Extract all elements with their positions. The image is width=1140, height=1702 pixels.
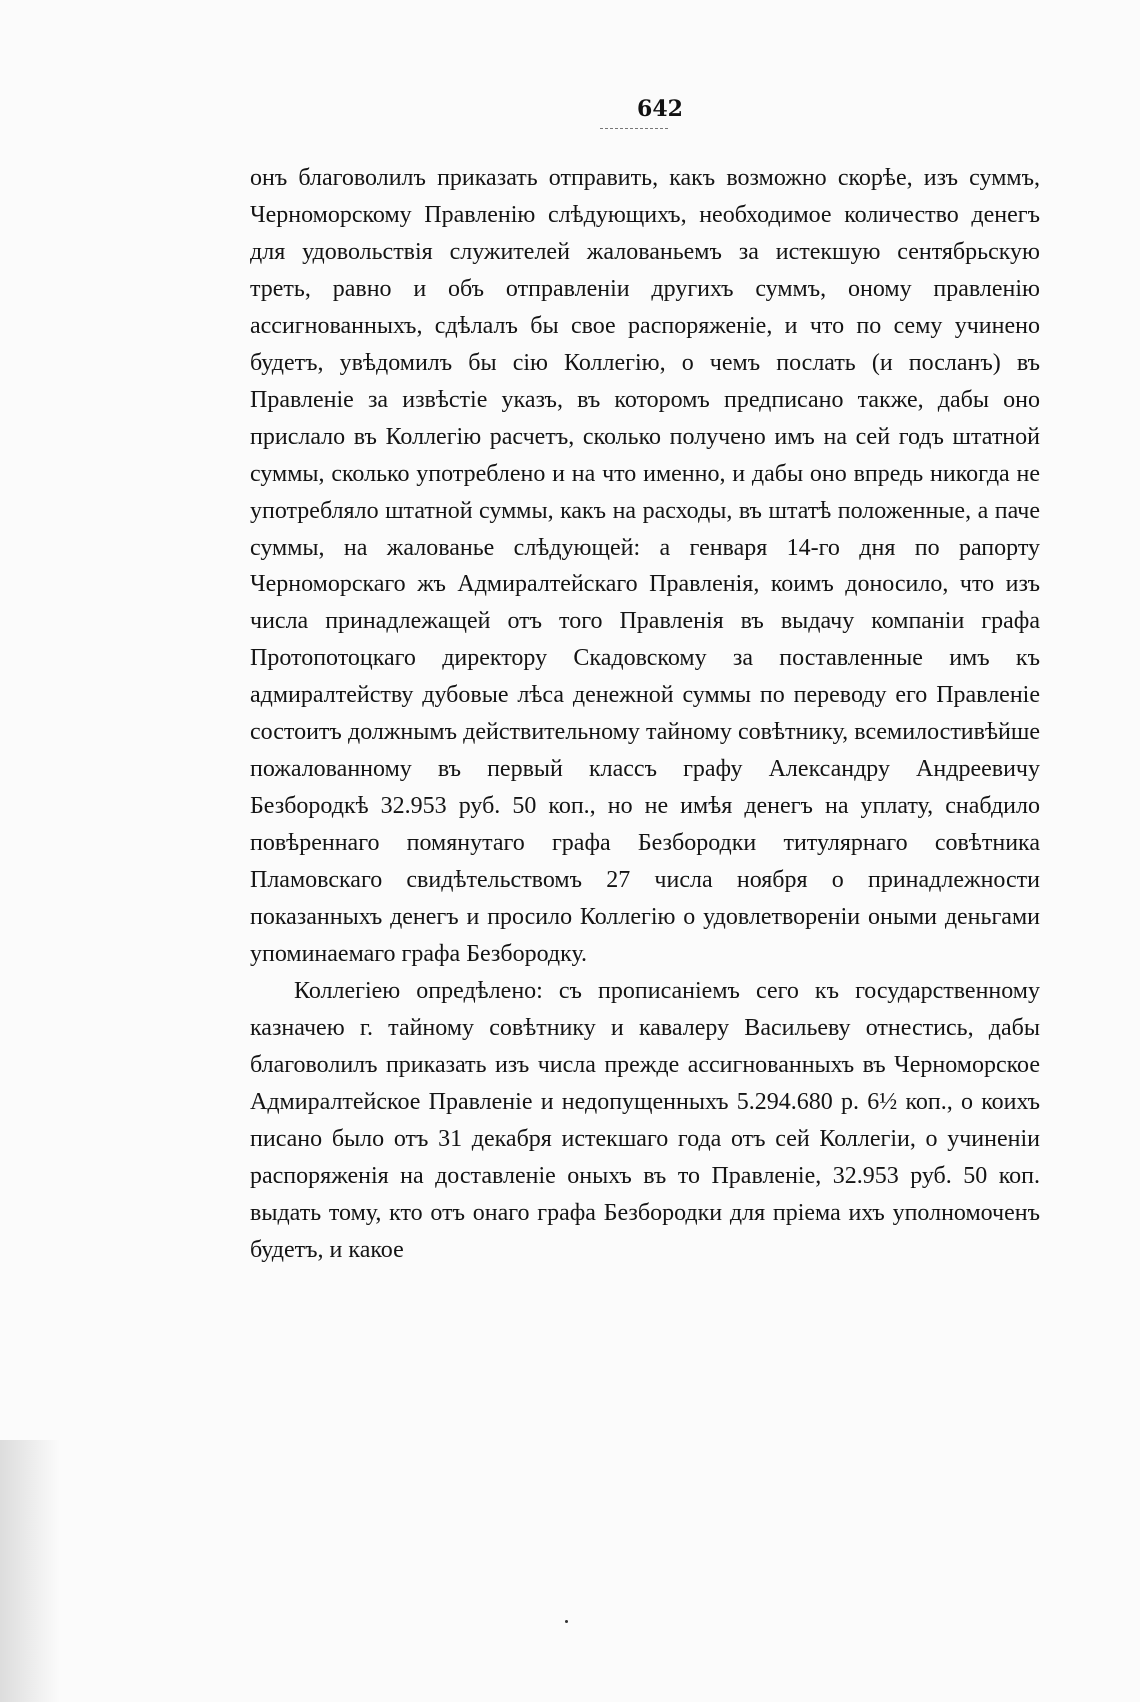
page-edge-shadow <box>0 1440 60 1702</box>
page-number-rule <box>600 128 668 129</box>
print-speck <box>565 1620 568 1623</box>
body-text <box>250 160 1040 1269</box>
paragraph-1: онъ благоволилъ приказать отправить, какъ возможно скорѣе, изъ суммъ, Черноморскому Правленію слѣдующихъ, необходимое количество денегъ для удовольствія служителей жалованьемъ за истекшую сентябрьскую треть, равно и объ отправленіи другихъ суммъ, оному правленію ассигнованныхъ, сдѣлалъ бы свое распоряженіе, и что по сему учинено будетъ, увѣдомилъ бы сію Коллегію, о чемъ послать (и посланъ) въ Правленіе за извѣстіе указъ, въ которомъ предписано также, дабы оно прислало въ Коллегію расчетъ, сколько получено имъ на сей годъ штатной суммы, сколько употреблено и на что именно, и дабы оно впредь никогда не употребляло штатной суммы, какъ на расходы, въ штатѣ положенные, а паче суммы, на жалованье слѣдующей: а генваря 14-го дня по рапорту Черноморскаго жъ Адмиралтейскаго Правленія, коимъ доносило, что изъ числа принадлежащей отъ того Правленія въ выдачу компаніи графа Протопотоцкаго директору Скадовскому за поставленные имъ къ адмиралтейству дубовые лѣса денежной суммы по переводу его Правленіе состоитъ должнымъ действительному тайному совѣтнику, всемилостивѣйше пожалованному въ первый классъ графу Александру Андреевичу Безбородкѣ 32.953 руб. 50 коп., но не имѣя денегъ на уплату, снабдило повѣреннаго помянутаго графа Безбородки титулярнаго совѣтника Пламовскаго свидѣтельствомъ 27 числа ноября о принадлежности показанныхъ денегъ и просило Коллегію о удовлетвореніи оными деньгами упоминаемаго графа Безбородку. <box>250 165 1040 968</box>
paragraph-2: Коллегіею опредѣлено: съ прописаніемъ сего къ государственному казначею г. тайному совѣтнику и кавалеру Васильеву отнестись, дабы благоволилъ приказать изъ числа прежде ассигнованныхъ въ Черноморское Адмиралтейское Правленіе и недопущенныхъ 5.294.680 р. 6½ коп., о коихъ писано было отъ 31 декабря истекшаго года отъ сей Коллегіи, о учиненіи распоряженія на доставленіе оныхъ въ то Правленіе, 32.953 руб. 50 коп. выдать тому, кто отъ онаго графа Безбородки для пріема ихъ уполномоченъ будетъ, и какое <box>250 977 1040 1263</box>
page-number: 642 <box>637 96 683 122</box>
